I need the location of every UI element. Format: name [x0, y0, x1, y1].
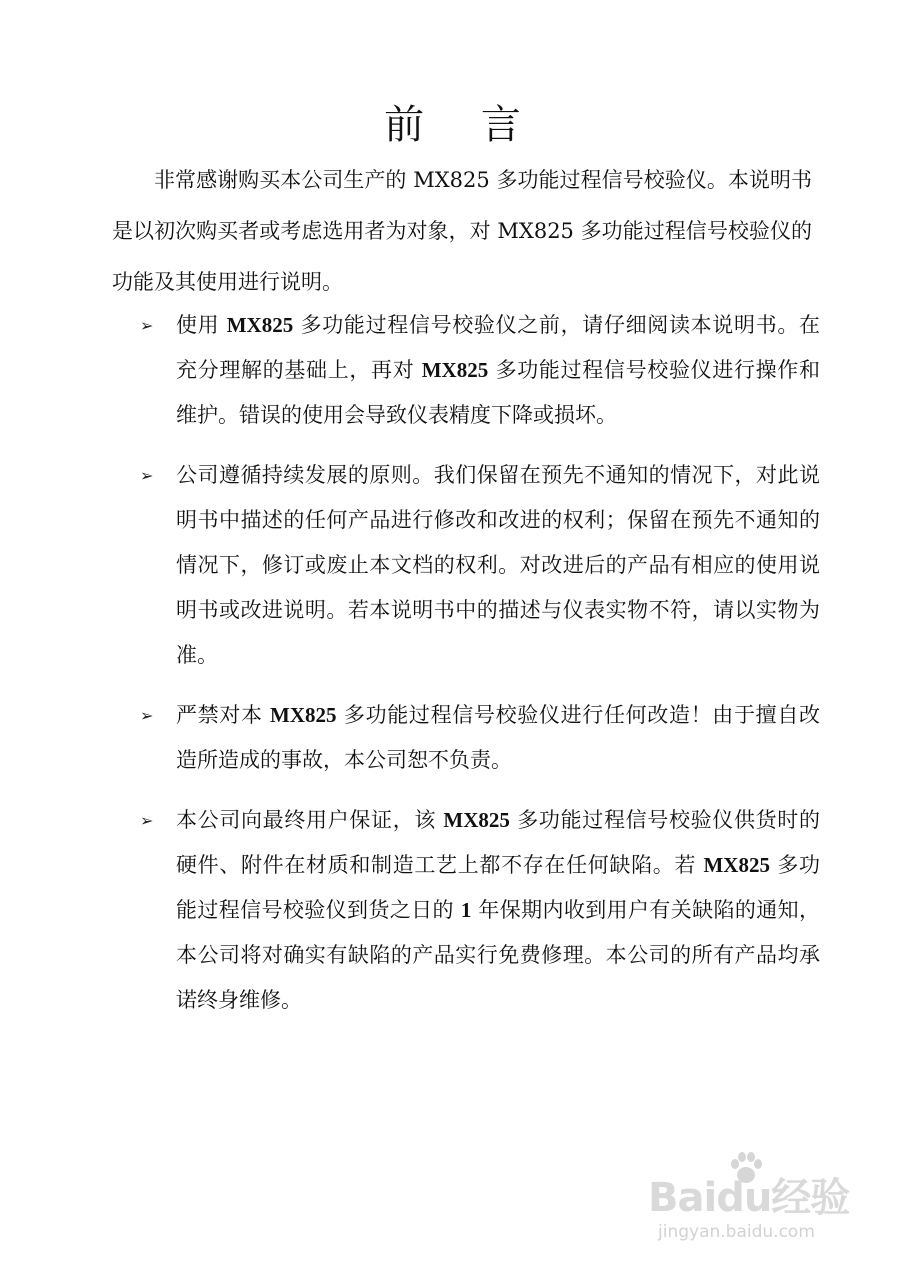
watermark-url: jingyan.baidu.com — [658, 1222, 815, 1242]
intro-paragraph: 非常感谢购买本公司生产的 MX825 多功能过程信号校验仪。本说明书是以初次购买者或考虑选用者为对象，对 MX825 多功能过程信号校验仪的功能及其使用进行说明。 — [112, 168, 812, 294]
notice-list — [140, 303, 820, 1038]
arrow-bullet-icon: ➢ — [140, 811, 154, 830]
list-item: ➢ 严禁对本 MX825 多功能过程信号校验仪进行任何改造！由于擅自改造所造成的事故，本公司恕不负责。 — [140, 693, 820, 783]
page-title: 前 言 — [384, 102, 543, 148]
baidu-jingyan-watermark — [648, 1148, 878, 1248]
arrow-bullet-icon: ➢ — [140, 706, 154, 725]
arrow-bullet-icon: ➢ — [140, 466, 154, 485]
arrow-bullet-icon: ➢ — [140, 316, 154, 335]
list-item: ➢ 公司遵循持续发展的原则。我们保留在预先不通知的情况下，对此说明书中描述的任何产品进行修改和改进的权利；保留在预先不通知的情况下，修订或废止本文档的权利。对改进后的产品有相应的使用说明书或改进说明。若本说明书中的描述与仪表实物不符，请以实物为准。 — [140, 453, 820, 678]
watermark-logo: Baidu经验 — [648, 1175, 850, 1221]
list-item: ➢ 本公司向最终用户保证，该 MX825 多功能过程信号校验仪供货时的硬件、附件在材质和制造工艺上都不存在任何缺陷。若 MX825 多功能过程信号校验仪到货之日的 1 年保期内收到用户有关缺陷的通知，本公司将对确实有缺陷的产品实行免费修理。本公司的所有产品均承诺终身维修。 — [140, 798, 820, 1023]
list-item: ➢ 使用 MX825 多功能过程信号校验仪之前，请仔细阅读本说明书。在充分理解的基础上，再对 MX825 多功能过程信号校验仪进行操作和维护。错误的使用会导致仪表精度下降或损坏。 — [140, 303, 820, 438]
